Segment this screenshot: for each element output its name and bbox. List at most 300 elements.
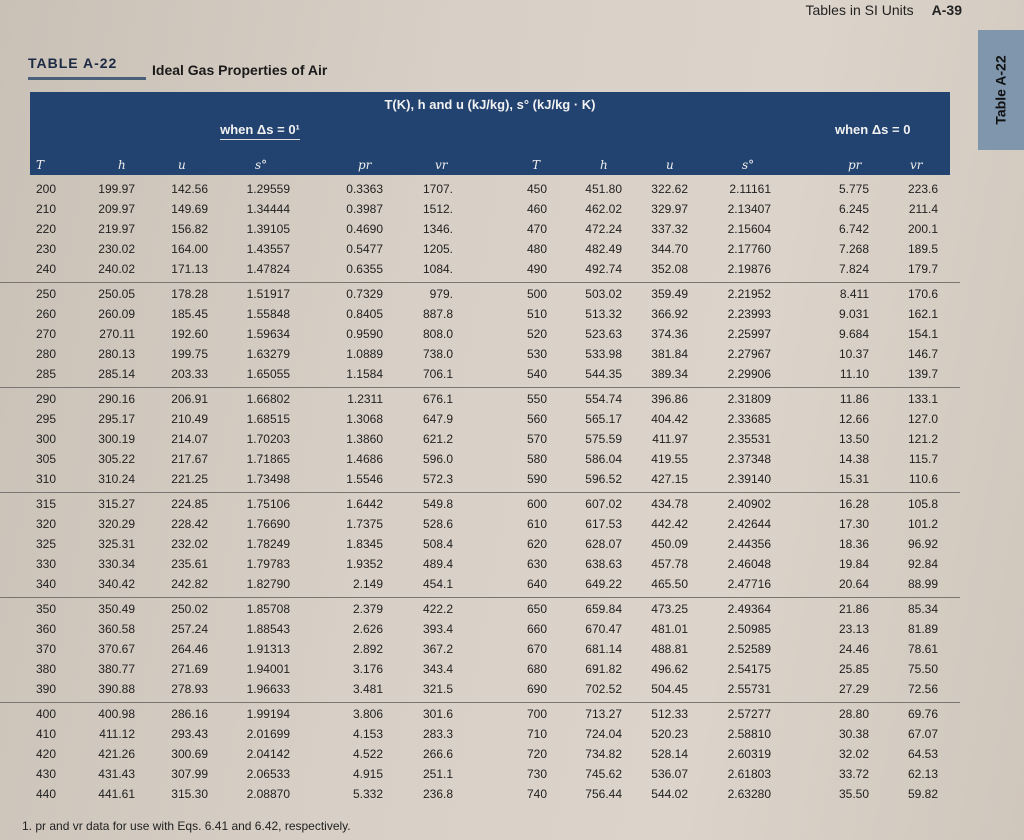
running-head-text: Tables in SI Units — [805, 2, 914, 18]
cell-vr2: 67.07 — [907, 727, 938, 741]
table-row — [0, 367, 960, 387]
cell-u2: 396.86 — [651, 392, 688, 406]
cell-h: 240.02 — [98, 262, 135, 276]
cell-pr: 0.8405 — [346, 307, 383, 321]
cell-T: 285 — [35, 367, 56, 381]
row-group — [0, 597, 960, 702]
cell-s2: 2.21952 — [727, 287, 771, 301]
cell-vr2: 211.4 — [908, 202, 938, 216]
cell-vr2: 75.50 — [907, 662, 938, 676]
table-row — [0, 787, 960, 807]
cell-pr2: 7.824 — [838, 262, 869, 276]
cell-u: 264.46 — [171, 642, 208, 656]
cell-h: 280.13 — [98, 347, 135, 361]
cell-pr: 1.8345 — [346, 537, 383, 551]
cell-pr: 1.7375 — [346, 517, 383, 531]
cell-pr: 2.379 — [352, 602, 383, 616]
cell-pr2: 17.30 — [838, 517, 869, 531]
cell-h2: 724.04 — [585, 727, 622, 741]
cell-h2: 638.63 — [585, 557, 622, 571]
cell-u2: 457.78 — [651, 557, 688, 571]
cell-u2: 329.97 — [651, 202, 688, 216]
cell-T2: 700 — [526, 707, 547, 721]
cell-T: 440 — [35, 787, 56, 801]
cell-u: 228.42 — [171, 517, 208, 531]
cell-pr: 1.9352 — [346, 557, 383, 571]
cell-u: 142.56 — [171, 182, 208, 196]
cell-pr2: 5.775 — [838, 182, 869, 196]
cell-T2: 510 — [526, 307, 547, 321]
cell-vr2: 133.1 — [907, 392, 938, 406]
cell-T2: 660 — [526, 622, 547, 636]
cell-h2: 575.59 — [585, 432, 622, 446]
cell-T: 270 — [35, 327, 56, 341]
cell-s: 1.79783 — [246, 557, 290, 571]
cell-vr: 596.0 — [422, 452, 453, 466]
cell-u2: 450.09 — [651, 537, 688, 551]
cell-h2: 745.62 — [585, 767, 622, 781]
column-header-vr: vr — [435, 158, 448, 172]
cell-u2: 504.45 — [651, 682, 688, 696]
cell-s: 1.34444 — [246, 202, 290, 216]
cell-pr2: 13.50 — [838, 432, 869, 446]
cell-u: 286.16 — [171, 707, 208, 721]
cell-vr: 979. — [429, 287, 453, 301]
cell-h: 320.29 — [98, 517, 135, 531]
cell-vr2: 64.53 — [907, 747, 938, 761]
cell-vr2: 115.7 — [908, 452, 938, 466]
cell-s2: 2.25997 — [727, 327, 771, 341]
cell-h: 325.31 — [98, 537, 135, 551]
cell-u2: 366.92 — [651, 307, 688, 321]
cell-h: 305.22 — [98, 452, 135, 466]
cell-pr: 1.1584 — [346, 367, 383, 381]
cell-s: 1.68515 — [246, 412, 290, 426]
cell-u2: 544.02 — [651, 787, 688, 801]
cell-T: 240 — [35, 262, 56, 276]
cell-pr: 1.4686 — [346, 452, 383, 466]
cell-pr2: 27.29 — [838, 682, 869, 696]
cell-pr2: 24.46 — [838, 642, 869, 656]
cell-h: 310.24 — [98, 472, 135, 486]
cell-h: 330.34 — [98, 557, 135, 571]
cell-u2: 352.08 — [651, 262, 688, 276]
cell-h2: 554.74 — [585, 392, 622, 406]
cell-T2: 530 — [526, 347, 547, 361]
cell-s: 2.08870 — [246, 787, 290, 801]
cell-T2: 570 — [526, 432, 547, 446]
cell-T: 200 — [35, 182, 56, 196]
footnote: 1. pr and vr data for use with Eqs. 6.41 and 6.42, respectively. — [22, 819, 351, 833]
cell-T2: 520 — [526, 327, 547, 341]
cell-T2: 450 — [526, 182, 547, 196]
cell-u2: 337.32 — [651, 222, 688, 236]
cell-T: 230 — [35, 242, 56, 256]
cell-vr: 706.1 — [422, 367, 453, 381]
cell-u: 293.43 — [171, 727, 208, 741]
cell-u2: 344.70 — [651, 242, 688, 256]
cell-T2: 710 — [526, 727, 547, 741]
cell-s2: 2.57277 — [727, 707, 771, 721]
column-header-h: h — [118, 158, 126, 172]
cell-T2: 630 — [526, 557, 547, 571]
cell-vr2: 105.8 — [907, 497, 938, 511]
table-row — [0, 222, 960, 242]
cell-vr: 808.0 — [422, 327, 453, 341]
cell-h2: 691.82 — [585, 662, 622, 676]
cell-T2: 600 — [526, 497, 547, 511]
cell-h2: 451.80 — [585, 182, 622, 196]
cell-s2: 2.54175 — [727, 662, 771, 676]
table-row — [0, 682, 960, 702]
cell-u: 271.69 — [171, 662, 208, 676]
cell-h2: 462.02 — [585, 202, 622, 216]
cell-s: 2.04142 — [246, 747, 290, 761]
cell-T: 390 — [35, 682, 56, 696]
cell-T: 380 — [35, 662, 56, 676]
cell-s2: 2.19876 — [727, 262, 771, 276]
cell-s: 1.55848 — [246, 307, 290, 321]
cell-T2: 460 — [526, 202, 547, 216]
cell-pr: 1.3860 — [346, 432, 383, 446]
cell-s: 1.96633 — [246, 682, 290, 696]
cell-T2: 730 — [526, 767, 547, 781]
cell-s2: 2.29906 — [727, 367, 771, 381]
cell-h2: 681.14 — [585, 642, 622, 656]
cell-vr: 454.1 — [422, 577, 453, 591]
cell-h: 390.88 — [98, 682, 135, 696]
cell-vr: 283.3 — [422, 727, 453, 741]
cell-u2: 512.33 — [651, 707, 688, 721]
cell-s2: 2.39140 — [727, 472, 771, 486]
cell-s: 2.06533 — [246, 767, 290, 781]
cell-u2: 419.55 — [651, 452, 688, 466]
column-header-s: s° — [255, 158, 268, 172]
cell-vr2: 162.1 — [907, 307, 938, 321]
cell-h: 199.97 — [98, 182, 135, 196]
row-group — [0, 492, 960, 597]
cell-u2: 442.42 — [651, 517, 688, 531]
cell-h2: 628.07 — [585, 537, 622, 551]
cell-pr2: 8.411 — [839, 287, 869, 301]
cell-T: 315 — [35, 497, 56, 511]
cell-pr2: 32.02 — [838, 747, 869, 761]
cell-vr2: 96.92 — [907, 537, 938, 551]
cell-vr: 1084. — [422, 262, 453, 276]
cell-pr2: 9.031 — [838, 307, 869, 321]
cell-s: 1.73498 — [246, 472, 290, 486]
cell-u2: 411.97 — [652, 432, 688, 446]
cell-u: 156.82 — [171, 222, 208, 236]
cell-u: 178.28 — [171, 287, 208, 301]
cell-T2: 680 — [526, 662, 547, 676]
cell-pr2: 20.64 — [838, 577, 869, 591]
cell-u2: 465.50 — [651, 577, 688, 591]
cell-h: 219.97 — [98, 222, 135, 236]
cell-pr: 4.153 — [352, 727, 383, 741]
cell-s2: 2.49364 — [727, 602, 771, 616]
cell-s: 1.65055 — [246, 367, 290, 381]
cell-T: 295 — [35, 412, 56, 426]
cell-s: 1.63279 — [246, 347, 290, 361]
table-row — [0, 767, 960, 787]
cell-u2: 322.62 — [651, 182, 688, 196]
cell-T: 220 — [35, 222, 56, 236]
cell-u: 210.49 — [171, 412, 208, 426]
cell-h2: 544.35 — [585, 367, 622, 381]
cell-pr2: 11.86 — [839, 392, 869, 406]
cell-vr2: 110.6 — [908, 472, 938, 486]
cell-h: 411.12 — [99, 727, 135, 741]
cell-vr: 621.2 — [422, 432, 453, 446]
column-header-s2: s° — [742, 158, 755, 172]
cell-pr: 4.522 — [352, 747, 383, 761]
cell-s2: 2.58810 — [727, 727, 771, 741]
cell-vr: 393.4 — [422, 622, 453, 636]
column-header-pr: pr — [358, 158, 372, 172]
cell-h2: 482.49 — [585, 242, 622, 256]
cell-vr2: 72.56 — [907, 682, 938, 696]
cell-pr: 1.2311 — [347, 392, 383, 406]
table-row — [0, 412, 960, 432]
when-left-text: when Δs = 0¹ — [220, 122, 300, 140]
cell-T2: 740 — [526, 787, 547, 801]
table-row — [0, 202, 960, 222]
table-row — [0, 622, 960, 642]
cell-pr: 2.626 — [352, 622, 383, 636]
cell-pr: 0.3363 — [346, 182, 383, 196]
column-header-T: T — [36, 158, 45, 172]
cell-s2: 2.15604 — [727, 222, 771, 236]
cell-vr: 422.2 — [422, 602, 453, 616]
cell-h2: 472.24 — [585, 222, 622, 236]
cell-s2: 2.37348 — [727, 452, 771, 466]
cell-s: 1.66802 — [246, 392, 290, 406]
cell-T2: 490 — [526, 262, 547, 276]
cell-pr: 0.7329 — [346, 287, 383, 301]
cell-h2: 734.82 — [585, 747, 622, 761]
cell-vr2: 69.76 — [907, 707, 938, 721]
table-row — [0, 432, 960, 452]
cell-vr: 508.4 — [422, 537, 453, 551]
cell-s2: 2.33685 — [727, 412, 771, 426]
cell-vr2: 139.7 — [907, 367, 938, 381]
cell-h: 360.58 — [98, 622, 135, 636]
cell-T: 300 — [35, 432, 56, 446]
table-row — [0, 517, 960, 537]
cell-u: 164.00 — [171, 242, 208, 256]
cell-u: 307.99 — [171, 767, 208, 781]
cell-T2: 690 — [526, 682, 547, 696]
cell-s2: 2.11161 — [729, 182, 771, 196]
cell-s: 1.85708 — [246, 602, 290, 616]
property-table-body — [0, 178, 960, 807]
row-group — [0, 282, 960, 387]
table-row — [0, 642, 960, 662]
column-header-pr2: pr — [848, 158, 862, 172]
cell-vr: 1707. — [422, 182, 453, 196]
cell-s2: 2.17760 — [727, 242, 771, 256]
page-number: A-39 — [931, 2, 962, 18]
table-row — [0, 557, 960, 577]
cell-s: 1.51917 — [246, 287, 290, 301]
table-label: TABLE A-22 — [28, 55, 146, 80]
cell-pr: 3.176 — [352, 662, 383, 676]
cell-s2: 2.27967 — [727, 347, 771, 361]
cell-pr: 1.5546 — [346, 472, 383, 486]
table-row — [0, 452, 960, 472]
cell-vr: 251.1 — [422, 767, 453, 781]
cell-pr: 2.892 — [352, 642, 383, 656]
cell-u2: 473.25 — [651, 602, 688, 616]
cell-pr2: 19.84 — [838, 557, 869, 571]
cell-u2: 481.01 — [651, 622, 688, 636]
cell-vr: 489.4 — [422, 557, 453, 571]
cell-T2: 670 — [526, 642, 547, 656]
cell-pr2: 15.31 — [838, 472, 869, 486]
cell-s2: 2.44356 — [727, 537, 771, 551]
cell-T: 260 — [35, 307, 56, 321]
cell-pr: 3.806 — [352, 707, 383, 721]
cell-pr: 1.0889 — [346, 347, 383, 361]
cell-pr2: 16.28 — [838, 497, 869, 511]
cell-h2: 670.47 — [585, 622, 622, 636]
cell-pr2: 33.72 — [838, 767, 869, 781]
column-header-h2: h — [600, 158, 608, 172]
side-tab — [978, 30, 1024, 150]
cell-pr: 0.3987 — [346, 202, 383, 216]
cell-u: 235.61 — [171, 557, 208, 571]
cell-vr2: 146.7 — [907, 347, 938, 361]
cell-vr2: 59.82 — [907, 787, 938, 801]
cell-vr2: 223.6 — [907, 182, 938, 196]
table-row — [0, 537, 960, 557]
cell-pr2: 14.38 — [838, 452, 869, 466]
cell-vr2: 85.34 — [907, 602, 938, 616]
cell-vr: 236.8 — [422, 787, 453, 801]
cell-s: 1.39105 — [246, 222, 290, 236]
cell-s: 1.76690 — [246, 517, 290, 531]
column-header-T2: T — [532, 158, 541, 172]
cell-T: 420 — [35, 747, 56, 761]
cell-T: 325 — [35, 537, 56, 551]
cell-u: 232.02 — [171, 537, 208, 551]
table-row — [0, 287, 960, 307]
cell-pr: 0.9590 — [346, 327, 383, 341]
cell-vr2: 81.89 — [907, 622, 938, 636]
cell-u: 300.69 — [171, 747, 208, 761]
cell-vr: 738.0 — [422, 347, 453, 361]
table-row — [0, 182, 960, 202]
row-group — [0, 178, 960, 282]
cell-vr2: 78.61 — [907, 642, 938, 656]
cell-s2: 2.50985 — [727, 622, 771, 636]
cell-h: 340.42 — [98, 577, 135, 591]
cell-s2: 2.35531 — [727, 432, 771, 446]
cell-u: 214.07 — [171, 432, 208, 446]
cell-s2: 2.47716 — [727, 577, 771, 591]
table-header-band — [30, 92, 950, 175]
cell-T: 370 — [35, 642, 56, 656]
cell-T: 400 — [35, 707, 56, 721]
cell-vr2: 189.5 — [907, 242, 938, 256]
cell-T2: 500 — [526, 287, 547, 301]
table-row — [0, 707, 960, 727]
cell-u: 206.91 — [171, 392, 208, 406]
cell-pr2: 9.684 — [838, 327, 869, 341]
cell-h2: 503.02 — [585, 287, 622, 301]
cell-T: 290 — [35, 392, 56, 406]
cell-h: 230.02 — [98, 242, 135, 256]
cell-h: 260.09 — [98, 307, 135, 321]
cell-pr2: 23.13 — [838, 622, 869, 636]
cell-s2: 2.23993 — [727, 307, 771, 321]
cell-h: 431.43 — [98, 767, 135, 781]
cell-s: 1.70203 — [246, 432, 290, 446]
cell-s: 1.91313 — [246, 642, 290, 656]
cell-T2: 720 — [526, 747, 547, 761]
cell-T2: 560 — [526, 412, 547, 426]
cell-T2: 650 — [526, 602, 547, 616]
cell-T: 340 — [35, 577, 56, 591]
cell-h: 380.77 — [98, 662, 135, 676]
cell-h: 290.16 — [98, 392, 135, 406]
cell-pr: 5.332 — [352, 787, 383, 801]
row-group — [0, 387, 960, 492]
cell-T: 310 — [35, 472, 56, 486]
cell-u: 171.13 — [171, 262, 208, 276]
cell-pr2: 10.37 — [838, 347, 869, 361]
cell-s2: 2.42644 — [727, 517, 771, 531]
cell-h2: 649.22 — [585, 577, 622, 591]
cell-h2: 617.53 — [585, 517, 622, 531]
cell-pr2: 18.36 — [838, 537, 869, 551]
cell-h: 421.26 — [98, 747, 135, 761]
cell-pr2: 35.50 — [838, 787, 869, 801]
cell-pr: 1.6442 — [346, 497, 383, 511]
cell-T: 250 — [35, 287, 56, 301]
cell-h2: 607.02 — [585, 497, 622, 511]
cell-h2: 523.63 — [585, 327, 622, 341]
cell-h: 315.27 — [98, 497, 135, 511]
cell-u2: 381.84 — [651, 347, 688, 361]
table-title: Ideal Gas Properties of Air — [152, 62, 328, 78]
cell-vr: 1512. — [422, 202, 453, 216]
cell-u: 221.25 — [171, 472, 208, 486]
table-row — [0, 307, 960, 327]
cell-s: 1.75106 — [246, 497, 290, 511]
cell-h2: 492.74 — [585, 262, 622, 276]
cell-h2: 596.52 — [585, 472, 622, 486]
cell-vr2: 154.1 — [907, 327, 938, 341]
cell-h2: 533.98 — [585, 347, 622, 361]
cell-vr: 1205. — [422, 242, 453, 256]
cell-vr: 647.9 — [422, 412, 453, 426]
cell-s: 1.82790 — [246, 577, 290, 591]
table-row — [0, 602, 960, 622]
table-row — [0, 262, 960, 282]
header-when-left — [60, 122, 460, 137]
cell-T: 330 — [35, 557, 56, 571]
cell-T2: 540 — [526, 367, 547, 381]
cell-vr: 1346. — [422, 222, 453, 236]
cell-u2: 374.36 — [651, 327, 688, 341]
cell-u2: 496.62 — [651, 662, 688, 676]
cell-s2: 2.55731 — [727, 682, 771, 696]
cell-u: 149.69 — [171, 202, 208, 216]
cell-u2: 404.42 — [651, 412, 688, 426]
cell-s2: 2.31809 — [727, 392, 771, 406]
